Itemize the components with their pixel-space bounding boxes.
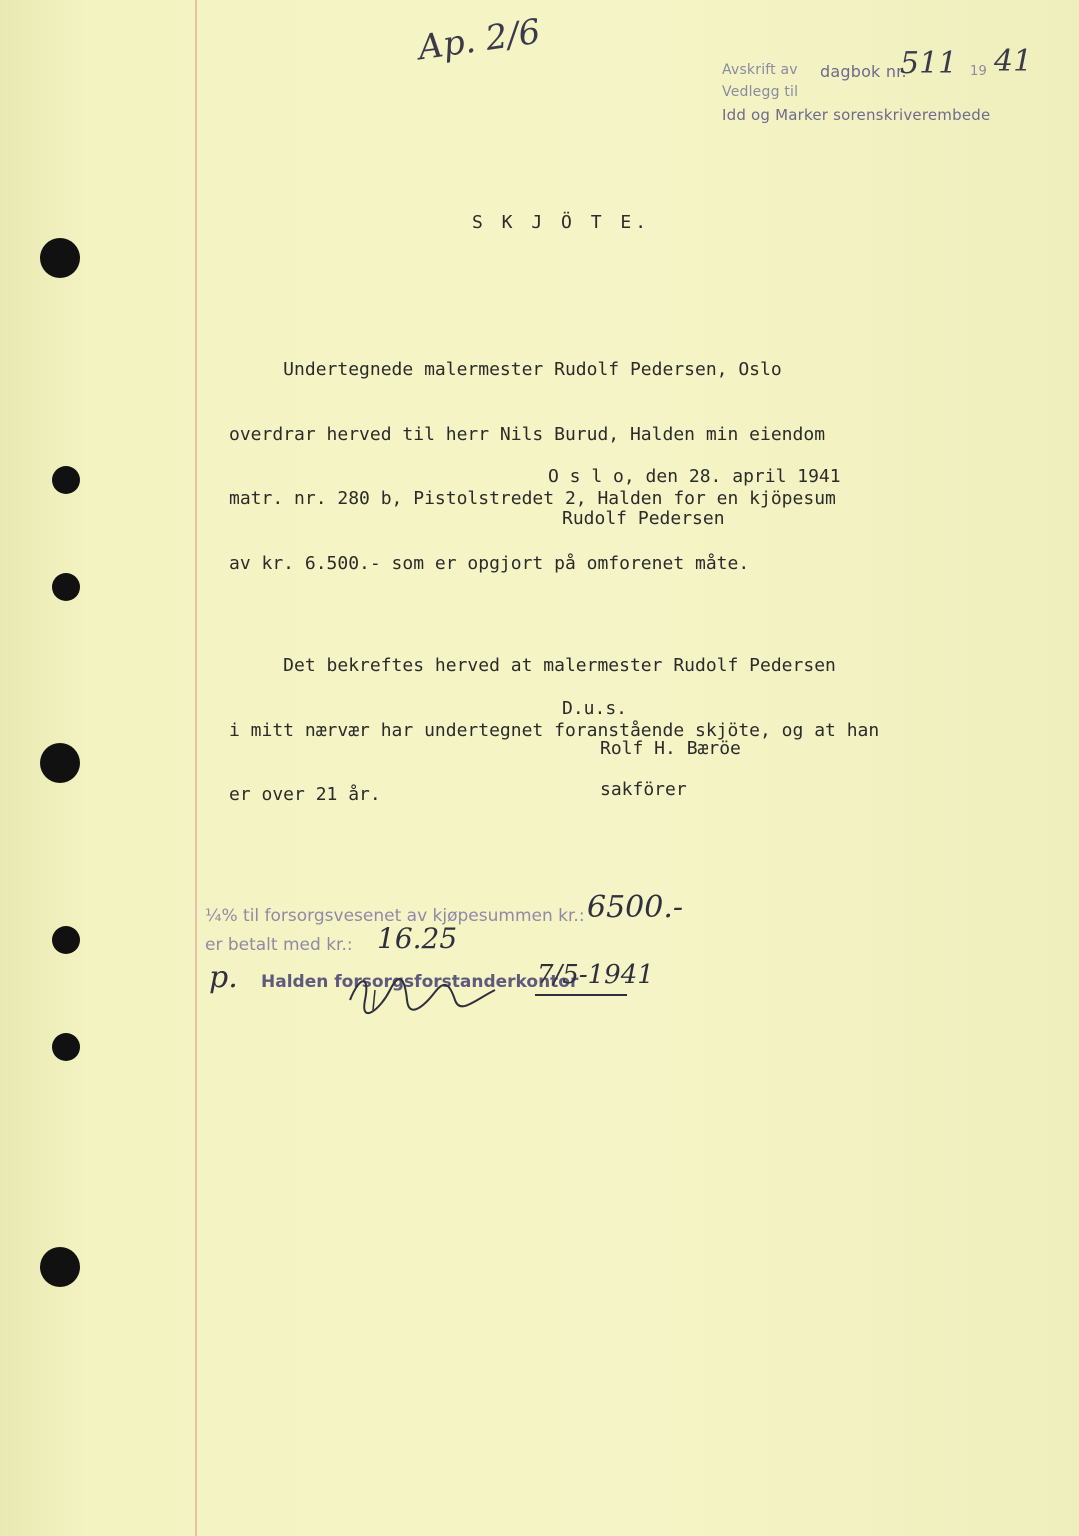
punch-hole bbox=[40, 1247, 80, 1287]
punch-hole bbox=[40, 238, 80, 278]
fee-date: 7/5-1941 bbox=[537, 960, 654, 990]
paragraph-line: Undertegnede malermester Rudolf Pedersen, Oslo bbox=[229, 359, 782, 380]
witness-title: sakförer bbox=[600, 779, 687, 800]
punch-hole bbox=[52, 926, 80, 954]
place-date: O s l o, den 28. april 1941 bbox=[548, 466, 841, 487]
document-title: S K J Ö T E. bbox=[472, 212, 651, 233]
stamp-avskrift: Avskrift av bbox=[722, 62, 798, 78]
paragraph-line: av kr. 6.500.- som er opgjort på omforenet måte. bbox=[229, 552, 750, 574]
punch-hole bbox=[52, 1033, 80, 1061]
stamp-year-prefix: 19 bbox=[970, 64, 987, 79]
dagbok-number: 511 bbox=[900, 46, 958, 81]
fee-amount-paid: 16.25 bbox=[377, 922, 458, 955]
paragraph-line: overdrar herved til herr Nils Burud, Halden min eiendom bbox=[229, 423, 826, 445]
stamp-vedlegg: Vedlegg til bbox=[722, 84, 799, 100]
stamp-court: Idd og Marker sorenskriverembede bbox=[722, 106, 991, 124]
witness-paragraph bbox=[229, 612, 879, 849]
fee-amount-total: 6500.- bbox=[587, 890, 684, 925]
fee-date-underline bbox=[535, 994, 627, 996]
fee-stamp-line1: ¼% til forsorgsvesenet av kjøpesummen kr.: bbox=[205, 906, 585, 926]
fee-stamp-line2: er betalt med kr.: bbox=[205, 935, 353, 955]
handwritten-initials: Ap. 2/6 bbox=[415, 11, 543, 69]
punch-hole bbox=[52, 573, 80, 601]
dus-mark: D.u.s. bbox=[562, 698, 628, 719]
fee-office: Halden forsorgsforstanderkontor bbox=[261, 972, 579, 992]
seller-signature: Rudolf Pedersen bbox=[562, 508, 725, 529]
official-signature bbox=[345, 970, 515, 1020]
paragraph-line: Det bekreftes herved at malermester Rudolf Pedersen bbox=[229, 655, 836, 676]
witness-name: Rolf H. Bæröe bbox=[600, 738, 741, 759]
punch-hole bbox=[52, 466, 80, 494]
fee-prefix: p. bbox=[209, 960, 238, 995]
paragraph-line: i mitt nærvær har undertegnet foranstående skjöte, og at han bbox=[229, 719, 880, 741]
paragraph-line: er over 21 år. bbox=[229, 784, 381, 805]
punch-hole bbox=[40, 743, 80, 783]
paragraph-line: matr. nr. 280 b, Pistolstredet 2, Halden for en kjöpesum bbox=[229, 488, 836, 509]
fee-stamp bbox=[205, 890, 725, 1010]
dagbok-year: 41 bbox=[994, 44, 1033, 79]
margin-line bbox=[195, 0, 197, 1536]
stamp-dagbok: dagbok nr. bbox=[820, 62, 907, 81]
registry-stamp bbox=[722, 44, 1042, 132]
